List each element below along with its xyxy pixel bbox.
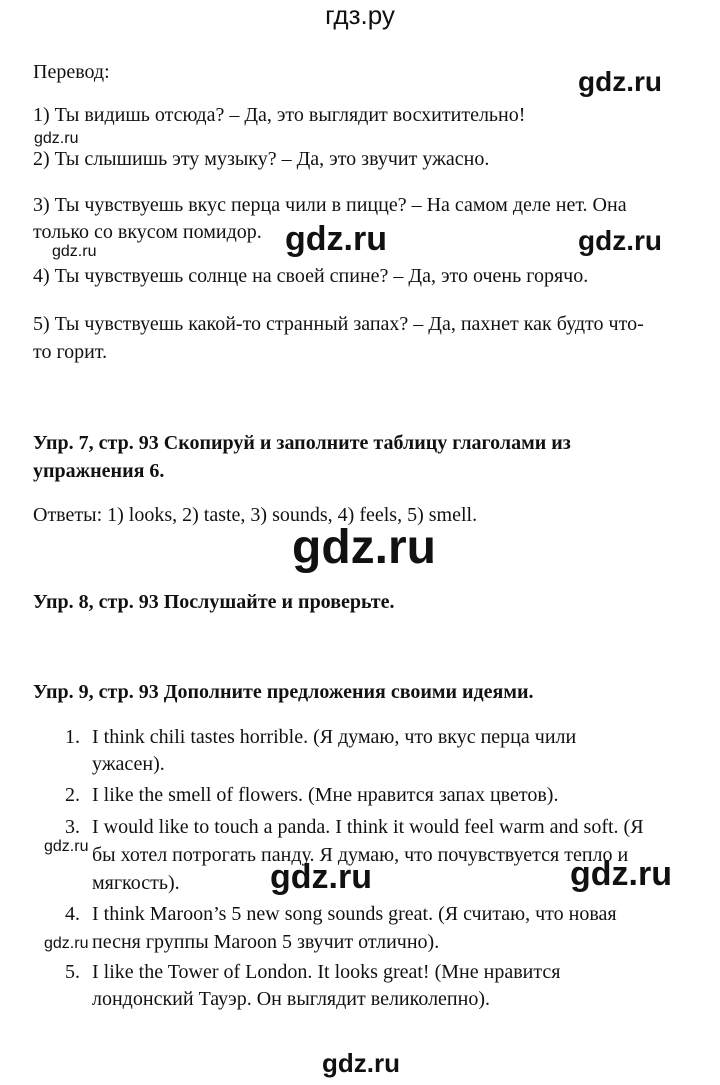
watermark: gdz.ru: [578, 225, 662, 256]
watermark: gdz.ru: [34, 130, 79, 147]
translation-line-4: 4) Ты чувствуешь солнце на своей спине? – Да, это очень горячо.: [33, 265, 589, 287]
translation-line-2: 2) Ты слышишь эту музыку? – Да, это звучит ужасно.: [33, 148, 490, 170]
watermark: gdz.ru: [578, 66, 662, 97]
ex9-item-2-number: 2.: [65, 784, 80, 806]
ex7-answers: Ответы: 1) looks, 2) taste, 3) sounds, 4) feels, 5) smell.: [33, 504, 478, 526]
watermark: gdz.ru: [322, 1048, 400, 1078]
ex8-heading: Упр. 8, стр. 93 Послушайте и проверьте.: [33, 591, 395, 613]
ex9-item-3-line-2: бы хотел потрогать панду. Я думаю, что почувствуется тепло и: [92, 844, 629, 866]
translation-line-5b: то горит.: [33, 341, 108, 363]
translation-line-3: 3) Ты чувствуешь вкус перца чили в пицце? – На самом деле нет. Она: [33, 194, 627, 216]
watermark: gdz.ru: [570, 855, 672, 893]
translation-label: Перевод:: [33, 61, 110, 83]
ex9-item-2-line-1: I like the smell of flowers. (Мне нравится запах цветов).: [92, 784, 559, 806]
ex7-heading-line2: упражнения 6.: [33, 460, 165, 482]
ex9-item-5-line-1: I like the Tower of London. It looks great! (Мне нравится: [92, 961, 561, 983]
ex9-item-1-number: 1.: [65, 726, 80, 748]
ex9-item-3-line-3: мягкость).: [92, 872, 180, 894]
site-header: гдз.ру: [325, 0, 395, 30]
ex9-item-5-line-2: лондонский Тауэр. Он выглядит великолепно).: [92, 988, 490, 1010]
watermark: gdz.ru: [270, 858, 372, 896]
ex9-item-4-line-2: песня группы Maroon 5 звучит отлично).: [92, 931, 440, 953]
ex7-heading-line1: Упр. 7, стр. 93 Скопируй и заполните таблицу глаголами из: [33, 432, 571, 454]
ex9-heading: Упр. 9, стр. 93 Дополните предложения своими идеями.: [33, 681, 534, 703]
translation-line-5: 5) Ты чувствуешь какой-то странный запах? – Да, пахнет как будто что-: [33, 313, 644, 335]
ex9-item-3-number: 3.: [65, 816, 80, 838]
watermark: gdz.ru: [285, 220, 387, 258]
ex9-item-1-line-2: ужасен).: [92, 753, 165, 775]
watermark: gdz.ru: [44, 838, 89, 855]
ex9-item-3-line-1: I would like to touch a panda. I think it would feel warm and soft. (Я: [92, 816, 644, 838]
ex9-item-1-line-1: I think chili tastes horrible. (Я думаю, что вкус перца чили: [92, 726, 577, 748]
ex9-item-5-number: 5.: [65, 961, 80, 983]
ex9-item-4-number: 4.: [65, 903, 80, 925]
watermark: gdz.ru: [44, 935, 89, 952]
ex9-item-4-line-1: I think Maroon’s 5 new song sounds great. (Я считаю, что новая: [92, 903, 617, 925]
watermark: gdz.ru: [52, 243, 97, 260]
translation-line-1: 1) Ты видишь отсюда? – Да, это выглядит восхитительно!: [33, 104, 526, 126]
translation-line-3b: только со вкусом помидор.: [33, 221, 262, 243]
watermark: gdz.ru: [292, 521, 436, 574]
